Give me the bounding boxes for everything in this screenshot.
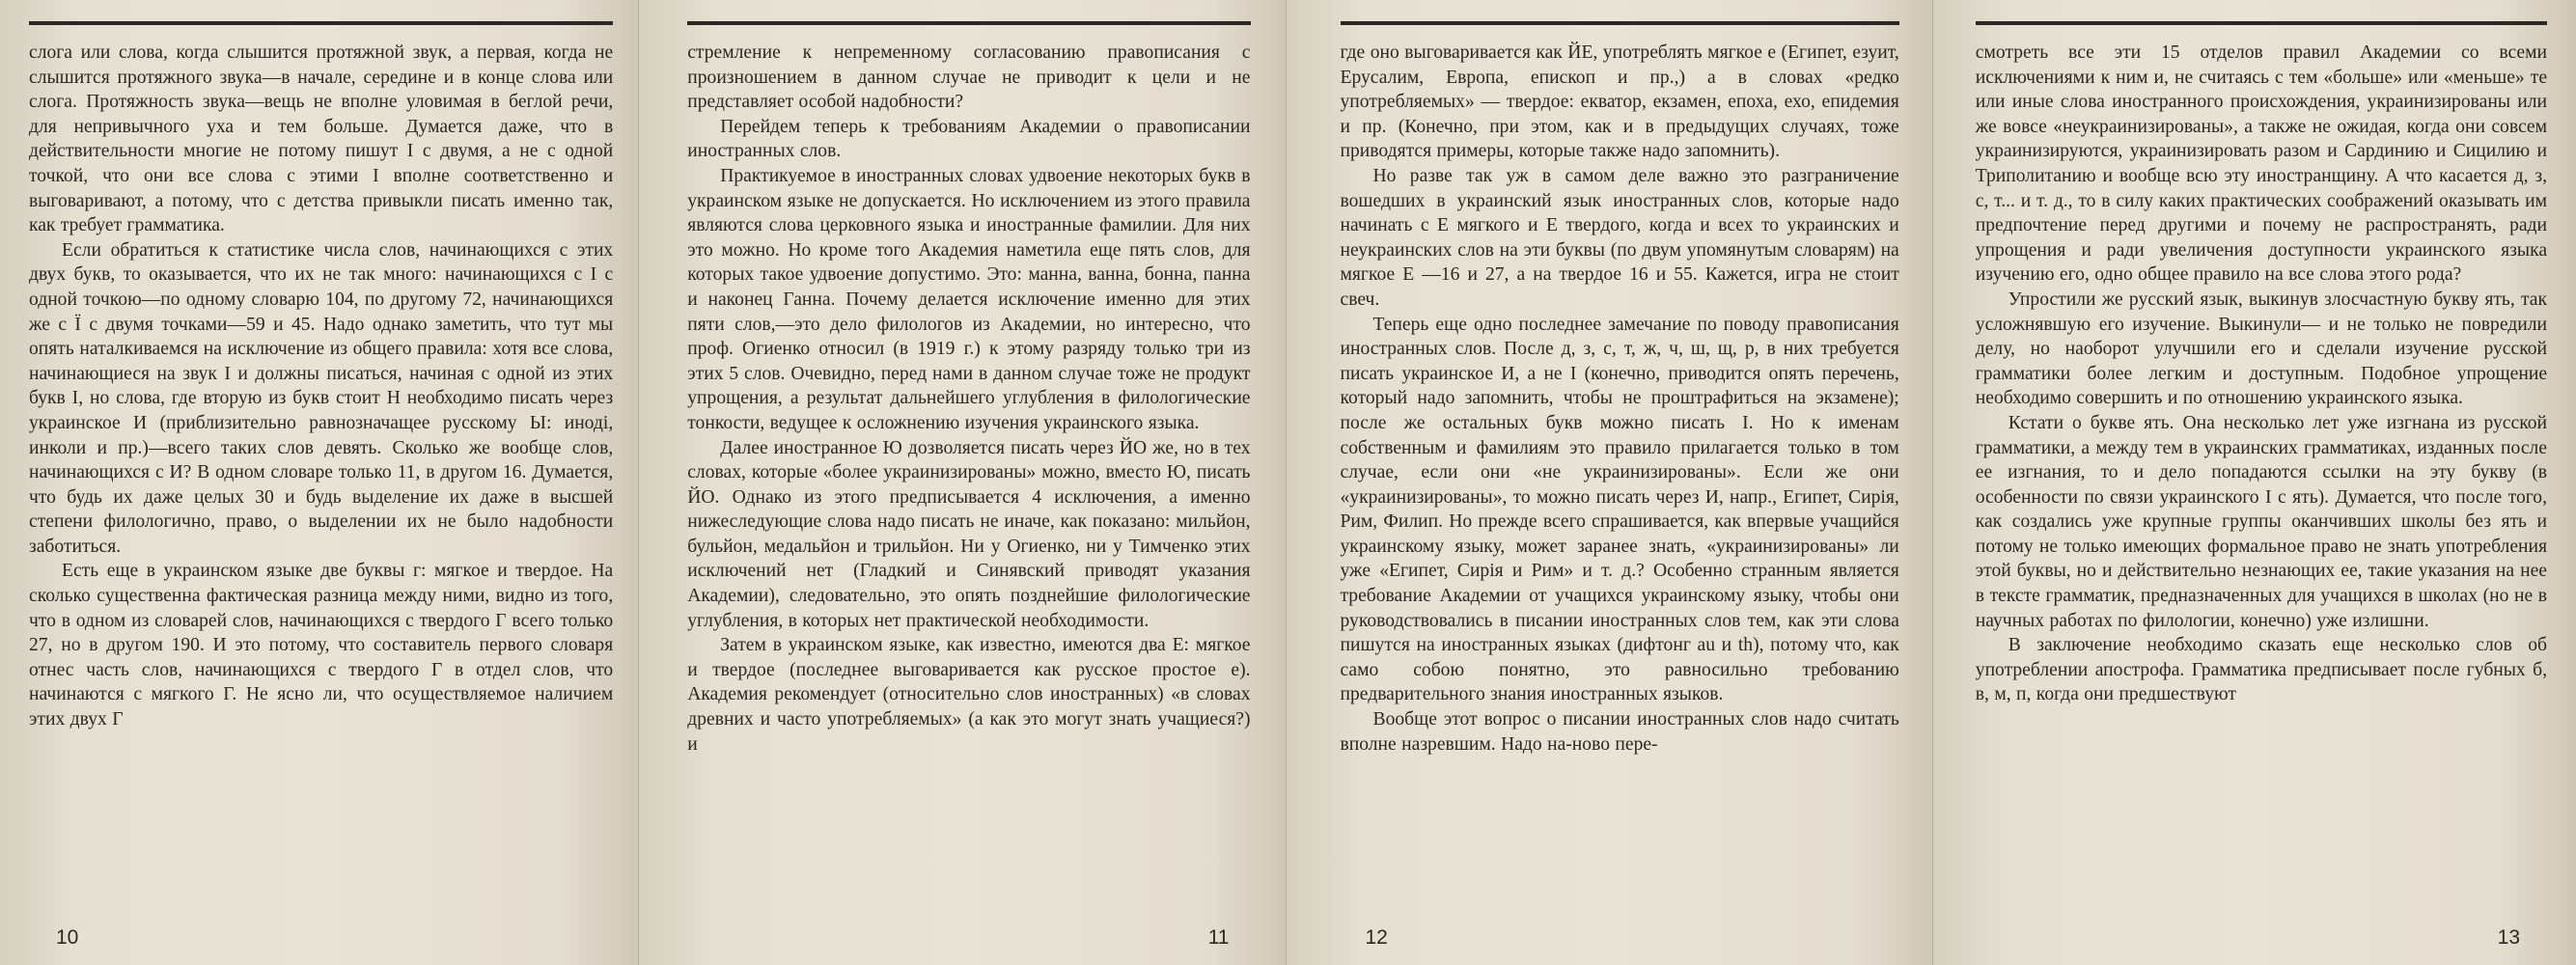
page-number: 10 [56, 926, 79, 949]
page-11 [639, 0, 1285, 965]
paragraph: Если обратиться к статистике числа слов, начинающихся с этих двух букв, то оказывается, что их не так много: начинающихся с І с одной точкою—по одному словарю 104, по другому 72, начинающихся же с Ї с двумя точками—59 и 45. Надо однако заметить, что тут мы опять наталкиваемся на исключение из общего правила: хотя все слова, начинающиеся на звук І и должны писаться, начиная с одной из этих букв І, но слова, где вторую из букв стоит Н необходимо писать через украинское И (приблизительно равнозначащее русскому Ы: иноді, инколи и пр.)—всего таких слов девять. Сколько же вообще слов, начинающихся с И? В одном словаре только 11, в другом 16. Думается, что будь их даже целых 30 и будь выделение их даже в высшей степени филологично, право, о выделении их не было надобности заботиться. [29, 239, 614, 557]
header-rule [1341, 21, 1899, 25]
header-rule [29, 21, 613, 25]
header-rule [687, 21, 1250, 25]
page-13 [1933, 0, 2576, 965]
paragraph: Перейдем теперь к требованиям Академии о правописании иностранных слов. [687, 116, 1251, 162]
paragraph: стремление к непременному согласованию правописания с произношением в данном случае не приводит к цели и не представляет особой надобности? [687, 42, 1251, 113]
paragraph: Кстати о букве ять. Она несколько лет уже изгнана из русской грамматики, а между тем в украинских грамматиках, изданных после ее изгнания, то и дело попадаются ссылки на эту букву (в особенности по связи украинского І с ять). Думается, что после того, как создались уже крупные группы оканчивших школы без ять и потому не только имеющих формальное право не знать употребления этой буквы, но и действительно незнающих ее, такие указания на нее в тексте грамматик, предназначенных для учащихся в школах (но не в научных работах по филологии, конечно) уже излишни. [1975, 412, 2548, 631]
header-rule [1976, 21, 2547, 25]
paragraph: В заключение необходимо сказать еще несколько слов об употреблении апострофа. Грамматика предписывает после губных б, в, м, п, когда они предшествуют [1975, 635, 2548, 705]
paragraph: Далее иностранное Ю дозволяется писать через ЙО же, но в тех словах, которые «более украинизированы» можно, вместо Ю, писать ЙО. Однако из этого предписывается 4 исключения, а именно нижеследующие слова надо писать не иначе, как показано: мильйон, бульйон, медальйон и трильйон. Ни у Огиенко, ни у Тимченко этих исключений нет (Гладкий и Синявский приводят указания Академии), следовательно, это опять позднейшие филологические углубления, в которых нет практической необходимости. [687, 437, 1251, 631]
page-number: 12 [1365, 926, 1388, 949]
page-text [29, 41, 613, 732]
paragraph: слога или слова, когда слышится протяжной звук, а первая, когда не слышится протяжного звука—в начале, середине и в конце слова или слога. Протяжность звука—вещь не вполне уловимая в беглой речи, для непривычного уха и тем больше. Думается даже, что в действительности многие не потому пишут І с двумя, а не с одной точкой, что они все слова с этими І вполне соответственно и выговаривают, а потому, что с детства привыкли писать именно так, как требует грамматика. [29, 42, 614, 236]
page-text [687, 41, 1250, 757]
page-number: 11 [1207, 926, 1230, 949]
paragraph: Вообще этот вопрос о писании иностранных слов надо считать вполне назревшим. Надо на-ново пере- [1340, 709, 1899, 755]
paragraph: Но разве так уж в самом деле важно это разграничение вошедших в украинский язык иностранных слов, которые надо начинать с Е мягкого и Е твердого, когда и всех то украинских и неукраинских слов на эти буквы (по двум упомянутым словарям) на мягкое Е —16 и 27, а на твердое 16 и 55. Кажется, игра не стоит свеч. [1340, 165, 1899, 310]
page-10 [0, 0, 638, 965]
page-text [1341, 41, 1899, 757]
paragraph: Есть еще в украинском языке две буквы г: мягкое и твердое. На сколько существенна фактическая разница между ними, видно из того, что в одном из словарей слов, начинающихся с твердого Г всего только 27, но в другом 190. И это потому, что составитель первого словаря отнес часть слов, начинающихся с твердого Г в отдел слов, что начинаются с мягкого Г. Не ясно ли, что осуществляемое наличием этих двух Г [29, 561, 614, 731]
page-text [1976, 41, 2547, 707]
page-number: 13 [2497, 926, 2521, 949]
paragraph: где оно выговаривается как ЙЕ, употреблять мягкое е (Египет, езуит, Ерусалим, Европа, епископ и пр.,) а в словах «редко употребляемых» — твердое: екватор, екзамен, епоха, ехо, епидемия и пр. (Конечно, при этом, как и в предыдущих случаях, тоже приводятся примеры, которые также надо запомнить). [1340, 42, 1899, 162]
paragraph: Практикуемое в иностранных словах удвоение некоторых букв в украинском языке не допускается. Но исключением из этого правила являются слова церковного языка и иностранные фамилии. Для них это можно. Но кроме того Академия наметила еще пять слов, для которых такое удвоение допустимо. Это: манна, ванна, бонна, панна и наконец Ганна. Почему делается исключение именно для этих пяти слов,—это дело филологов из Академии, но интересно, что проф. Огиенко относил (в 1919 г.) к этому разряду только три из этих 5 слов. Очевидно, перед нами в данном случае тоже не продукт упрощения, а результат дальнейшего углубления в филологические тонкости, ведущее к осложнению изучения украинского языка. [687, 165, 1251, 433]
page-12 [1287, 0, 1932, 965]
paragraph: смотреть все эти 15 отделов правил Академии со всеми исключениями к ним и, не считаясь с тем «больше» или «меньше» те или иные слова иностранного происхождения, украинизированы или же вовсе «неукраинизированы», а также не ожидая, когда они совсем украинизируются, украинизировать разом и Сардинию и Сицилию и Триполитанию и вообще всю эту иностранщину. А что касается д, з, с, т... и т. д., то в силу каких практических соображений оказывать им предпочтение перед другими и почему не распространять, ради упрощения и ради увеличения доступности украинского языка изучению его, одно общее правило на все слова этого рода? [1975, 42, 2548, 286]
paragraph: Теперь еще одно последнее замечание по поводу правописания иностранных слов. После д, з, с, т, ж, ч, ш, щ, р, в них требуется писать украинское И, а не І (конечно, приводится опять перечень, который надо запомнить, чтобы не проштрафиться на экзамене); после же остальных букв можно писать І. Но к именам собственным и фамилиям это правило прилагается только в том случае, если они «не украинизированы». Если же они «украинизированы», то можно писать через И, напр., Египет, Сирія, Рим, Филип. Но прежде всего спрашивается, как впервые учащийся украинскому языку, может заранее знать, «украинизированы» ли уже «Египет, Сирія и Рим» и т. д.? Особенно странным является требование Академии от учащихся украинскому языку, чтобы они руководствовались в писании иностранных слов тем, как эти слова пишутся на иностранных языках (дифтонг au и th), потому что, как само собою понятно, это равносильно требованию предварительного знания иностранных языков. [1340, 314, 1899, 705]
paragraph: Затем в украинском языке, как известно, имеются два Е: мягкое и твердое (последнее выговаривается как русское простое е). Академия рекомендует (относительно слов иностранных) «в словах древних и часто употребляемых» (а как это могут знать учащиеся?) и [687, 635, 1251, 755]
paragraph: Упростили же русский язык, выкинув злосчастную букву ять, так усложнявшую его изучение. Выкинули— и не только не повредили делу, но наоборот улучшили его и сделали изучение русской грамматики более легким и доступным. Подобное упрощение необходимо совершить и по отношению украинского языка. [1975, 289, 2548, 409]
